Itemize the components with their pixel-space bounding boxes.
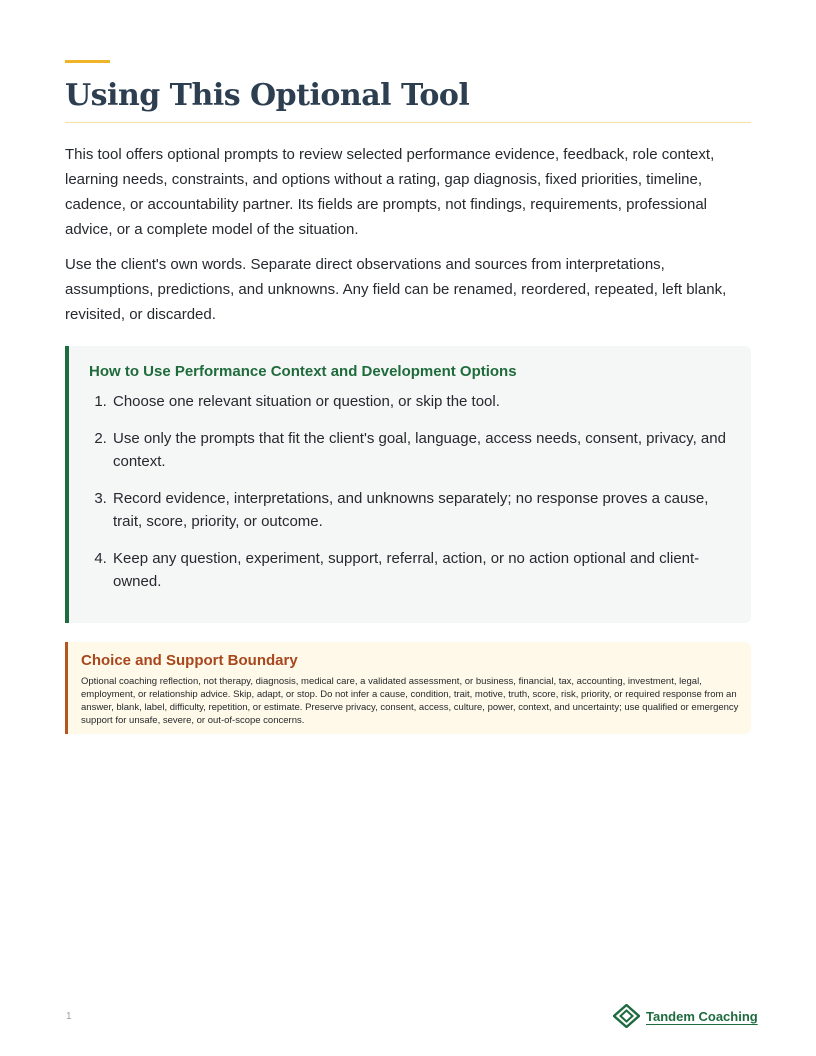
how-to-use-heading: How to Use Performance Context and Development Options — [89, 363, 517, 380]
intro-paragraph: This tool offers optional prompts to review selected performance evidence, feedback, role context, learning needs, constraints, and options without a rating, gap diagnosis, fixed priorities, timeline, cadence, or accountability partner. Its fields are prompts, not findings, requirements, professional advice, or a complete model of the situation. — [65, 146, 715, 238]
step-item: 1. Choose one relevant situation or question, or skip the tool. — [111, 390, 731, 413]
step-item: 3. Record evidence, interpretations, and unknowns separately; no response proves a cause, trait, score, priority, or outcome. — [111, 487, 731, 533]
title-accent-rule — [65, 60, 110, 63]
brand-logo — [613, 1004, 758, 1028]
brand-name: Tandem Coaching — [646, 1008, 758, 1024]
page-number: 1 — [66, 1011, 72, 1022]
support-boundary-box — [65, 642, 751, 734]
boundary-text: Optional coaching reflection, not therapy, diagnosis, medical care, a validated assessment, or business, financial, tax, accounting, investment, legal, employment, or relationship advice. Skip, adapt, or stop. Do not infer a cause, condition, trait, motive, truth, score, risk, priority, or required response from an answer, blank, label, difficulty, repetition, or estimate. Preserve privacy, consent, access, culture, power, context, and uncertainty; use qualified or emergency support for unsafe, severe, or out-of-scope concerns. — [81, 676, 739, 726]
how-to-use-steps — [111, 390, 731, 607]
intro-section — [65, 142, 755, 337]
how-to-use-box — [65, 346, 751, 623]
step-item: 2. Use only the prompts that fit the client's goal, language, access needs, consent, privacy, and context. — [111, 427, 731, 473]
boundary-heading: Choice and Support Boundary — [81, 652, 298, 669]
title-divider — [65, 122, 751, 123]
step-item: 4. Keep any question, experiment, support, referral, action, or no action optional and client-owned. — [111, 547, 731, 593]
diamond-logo-icon — [613, 1004, 640, 1028]
page-title: Using This Optional Tool — [65, 78, 470, 113]
intro-paragraph: Use the client's own words. Separate direct observations and sources from interpretations, assumptions, predictions, and unknowns. Any field can be renamed, reordered, repeated, left blank, revisited, or discarded. — [65, 256, 727, 323]
